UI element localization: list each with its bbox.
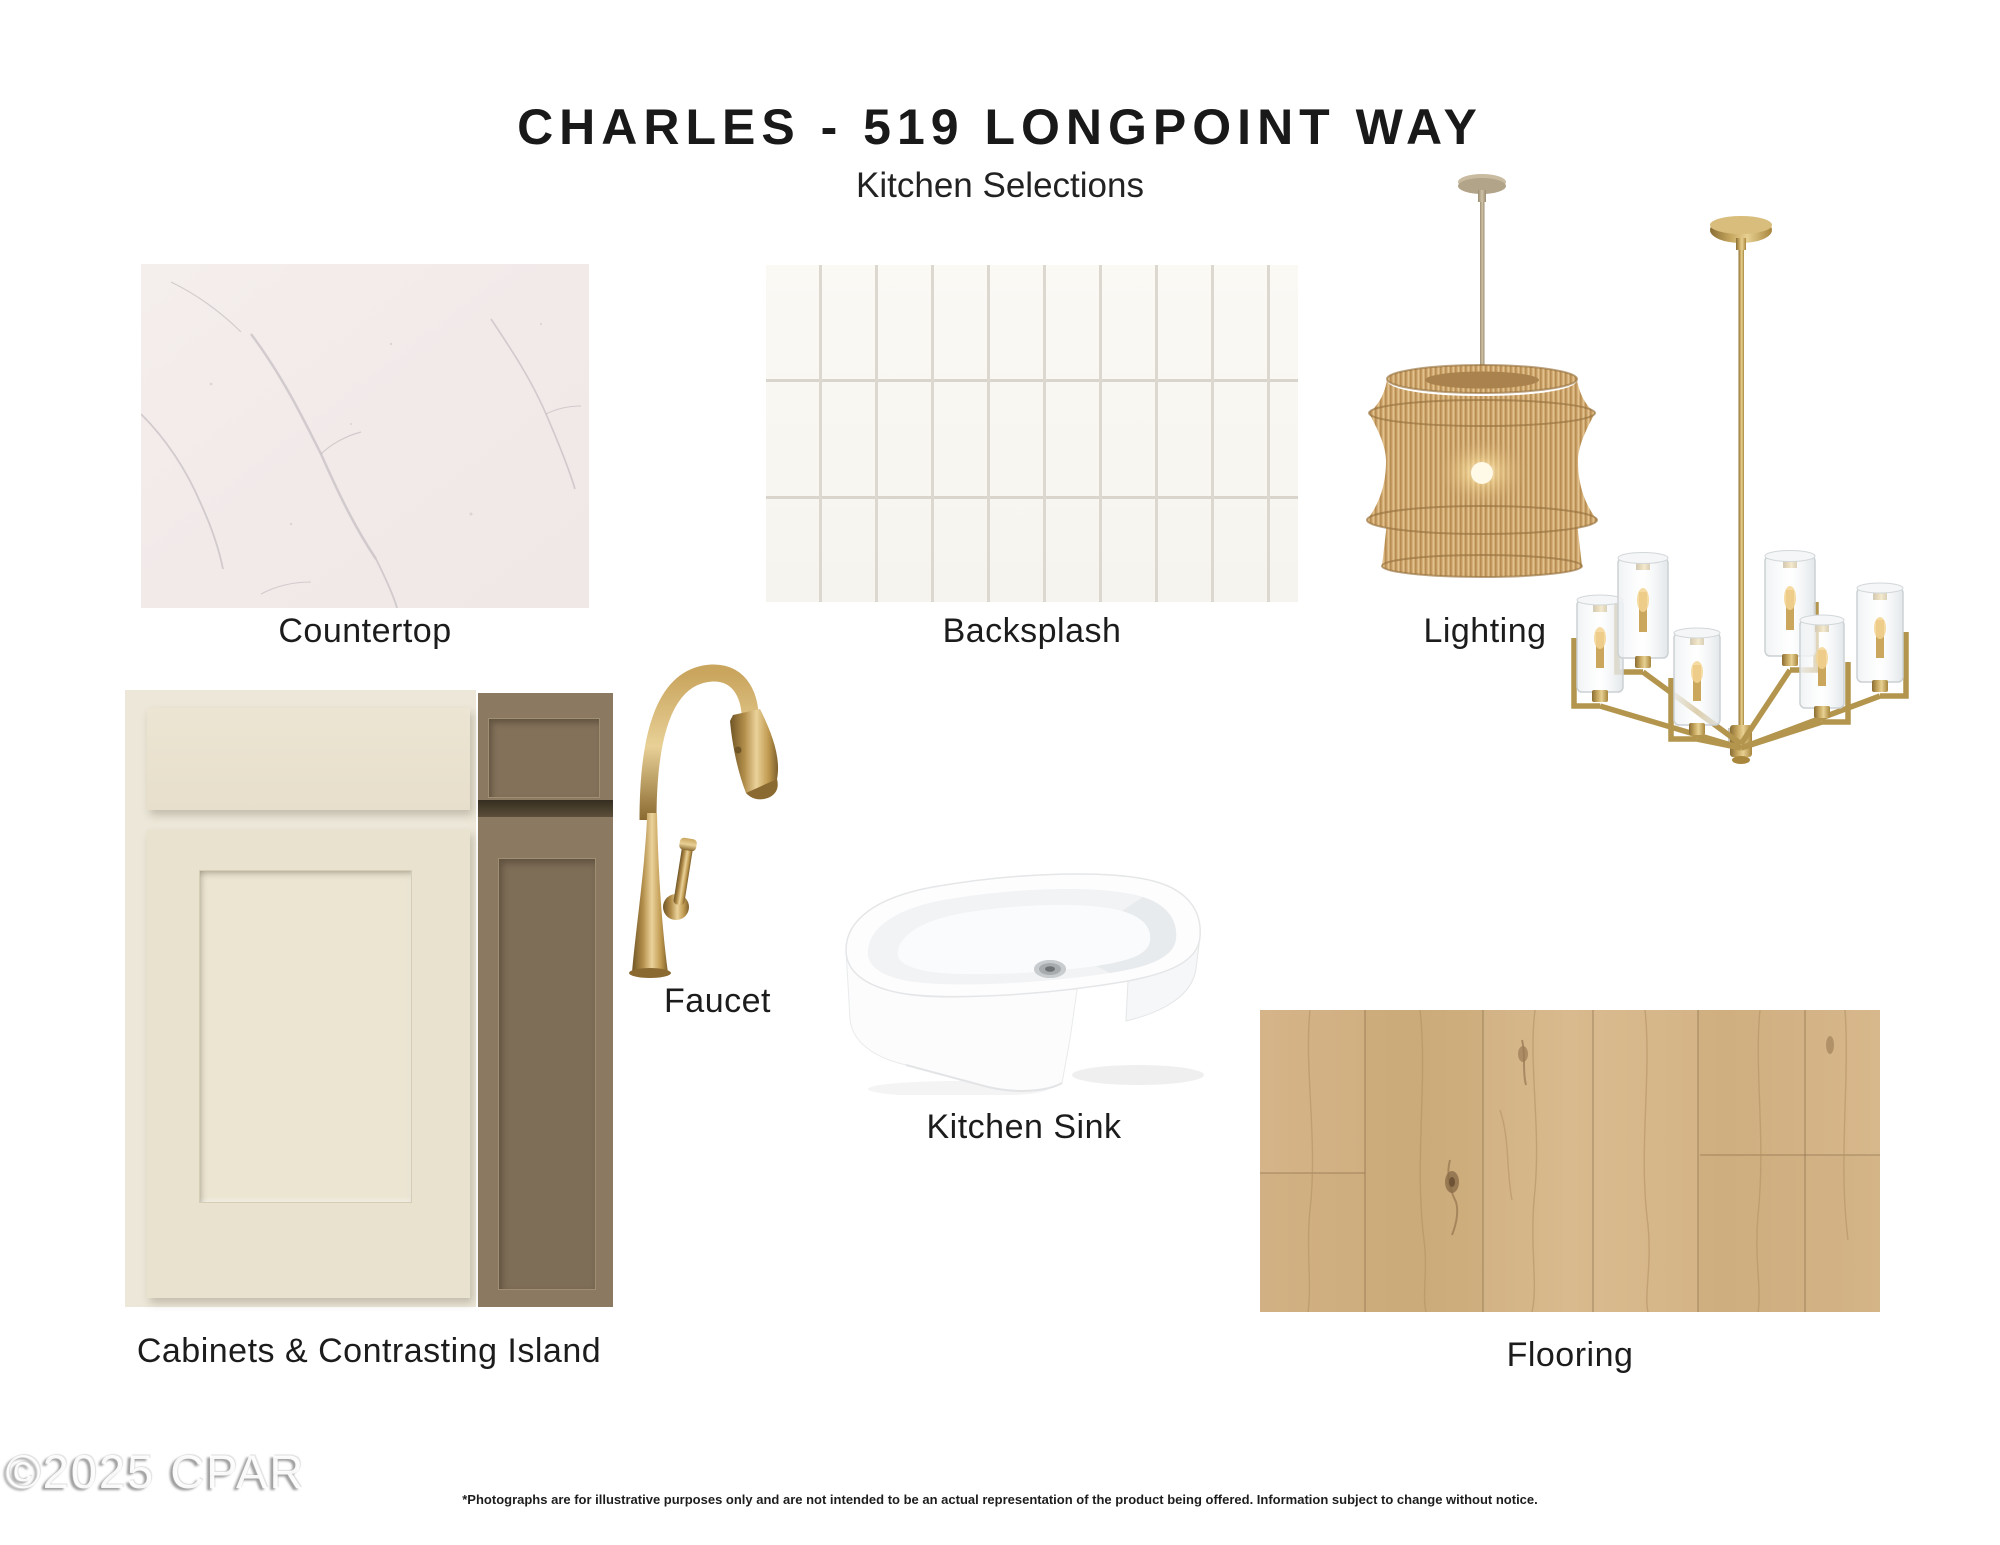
chandelier-graphic [1565, 200, 1915, 890]
island-door-recessed-panel [498, 858, 596, 1290]
island-brown-door [478, 693, 613, 1307]
cabinets-label: Cabinets & Contrasting Island [136, 1332, 602, 1370]
cream-shaker-door [147, 830, 470, 1298]
sink-graphic [838, 855, 1210, 1095]
page-subtitle: Kitchen Selections [856, 166, 1144, 205]
island-gap-shadow [478, 800, 613, 817]
backsplash-label: Backsplash [942, 612, 1122, 650]
chandelier-light [1857, 583, 1903, 692]
backsplash-swatch-image [766, 265, 1298, 602]
kitchen-sink-label: Kitchen Sink [926, 1108, 1122, 1146]
countertop-swatch-image [141, 264, 589, 608]
marble-graphic [141, 264, 589, 608]
chandelier-light [1618, 553, 1668, 669]
disclaimer-text: *Photographs are for illustrative purposes only and are not intended to be an actual representation of the product being offered. Information subject to change without notice. [462, 1492, 1538, 1507]
page-title: CHARLES - 519 LONGPOINT WAY [517, 99, 1483, 155]
cream-drawer-front [147, 708, 470, 810]
faucet-swatch-image [620, 655, 815, 985]
chandelier-light [1800, 615, 1844, 718]
island-drawer-panel [488, 718, 600, 798]
copyright-watermark: ©2025 CPAR [6, 1445, 306, 1498]
cream-door-recessed-panel [199, 870, 412, 1203]
wood-floor-graphic [1260, 1010, 1880, 1312]
chandelier-light [1674, 628, 1720, 735]
lighting-label: Lighting [1423, 612, 1547, 650]
faucet-label: Faucet [664, 982, 771, 1020]
kitchen-sink-swatch-image [838, 855, 1210, 1095]
countertop-label: Countertop [278, 612, 452, 650]
flooring-swatch-image [1260, 1010, 1880, 1312]
faucet-graphic [620, 655, 815, 985]
brass-chandelier-image [1565, 200, 1915, 890]
cabinets-swatch-image [125, 690, 613, 1307]
flooring-label: Flooring [1506, 1336, 1634, 1374]
